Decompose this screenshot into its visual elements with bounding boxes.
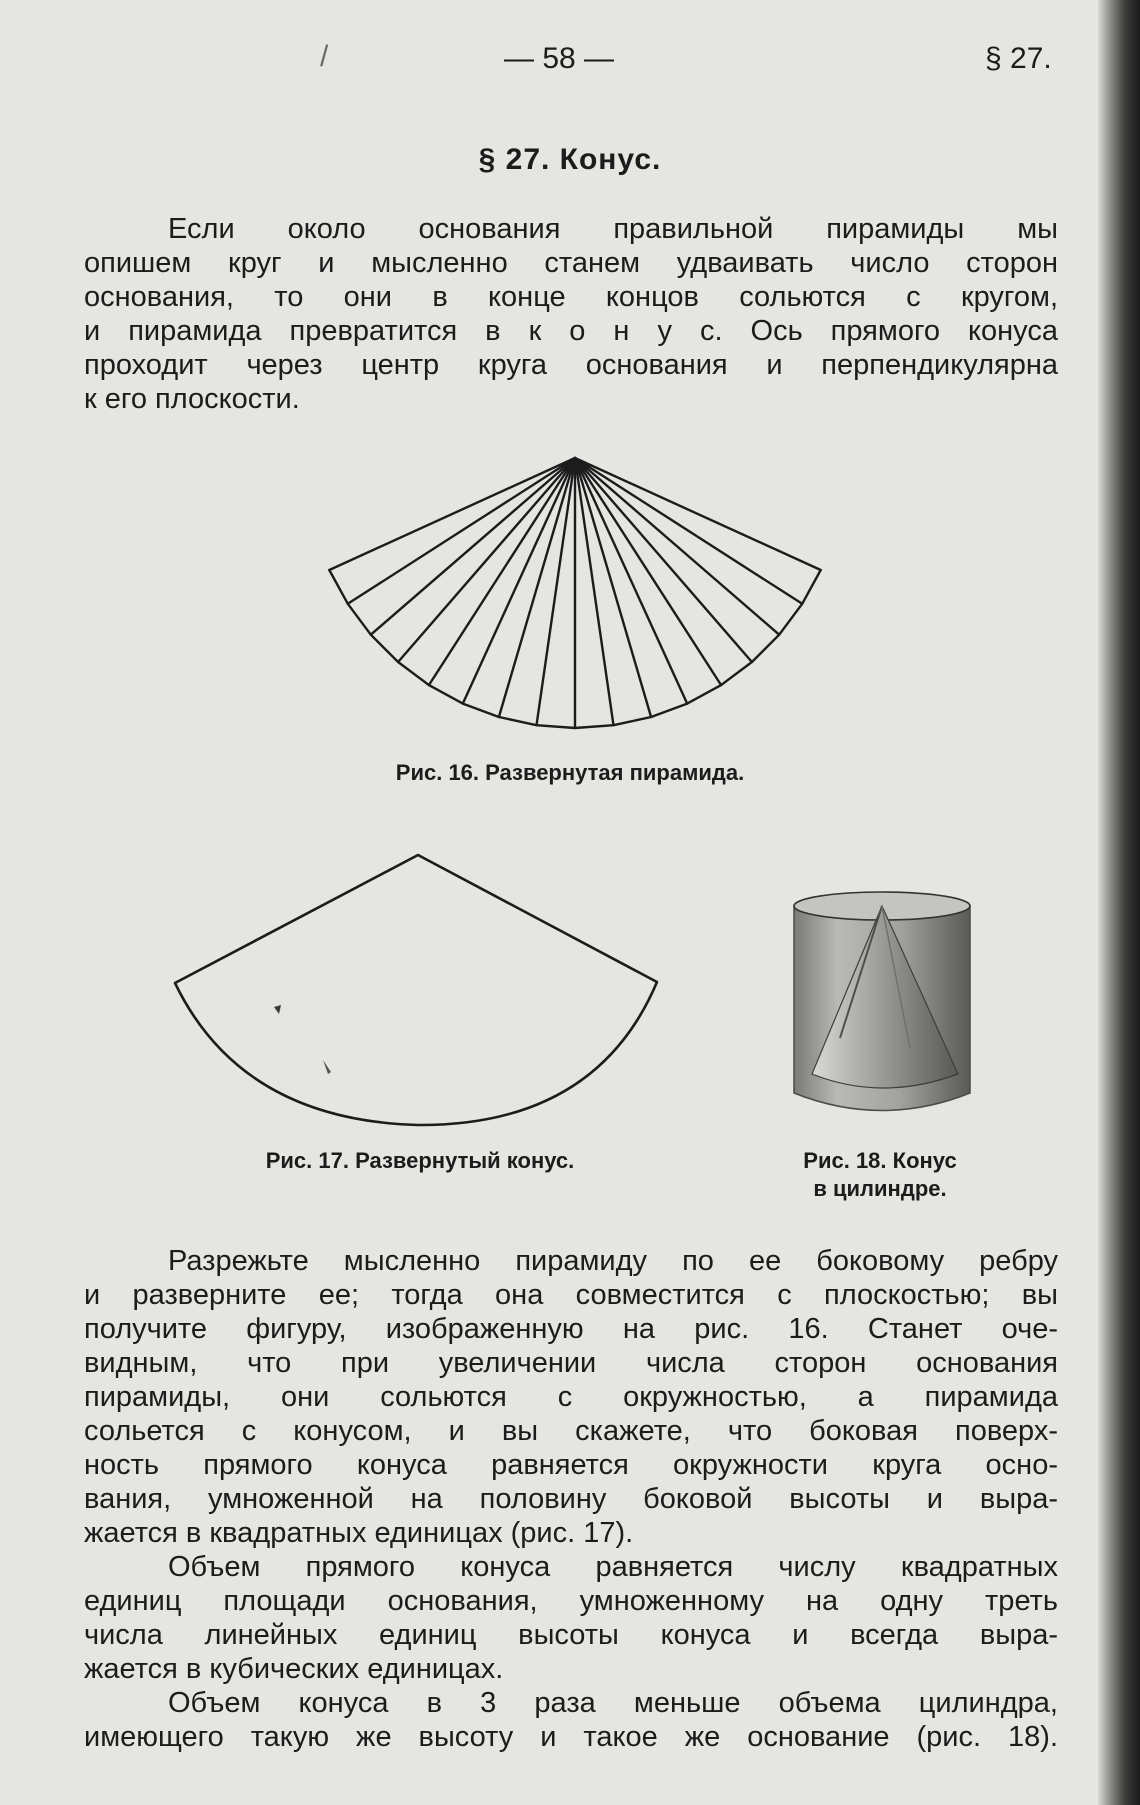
section-reference: § 27. xyxy=(985,42,1052,75)
text-line: Если около основания правильной пирамиды мы xyxy=(168,213,1058,245)
pyramid-edge xyxy=(398,458,575,662)
figure-unfolded-pyramid xyxy=(330,450,820,730)
text-line: получите фигуру, изображенную на рис. 16. Станет оче- xyxy=(84,1313,1058,1345)
paragraph-cylinder xyxy=(84,1686,1058,1754)
pyramid-edge xyxy=(575,458,779,635)
text-line: Разрежьте мысленно пирамиду по ее боковому ребру xyxy=(168,1245,1058,1277)
cone-sector-outline xyxy=(175,855,657,1125)
paragraph-intro xyxy=(84,212,1058,416)
pyramid-edge xyxy=(499,458,575,717)
text-line: основания, то они в конце концов сольются с кругом, xyxy=(84,281,1058,313)
figure-cone-in-cylinder xyxy=(790,888,975,1123)
text-line: ность прямого конуса равняется окружности круга осно- xyxy=(84,1449,1058,1481)
figure-unfolded-cone xyxy=(175,850,665,1135)
page-number: — 58 — xyxy=(504,42,615,75)
figure-16-caption: Рис. 16. Развернутая пирамида. xyxy=(395,760,745,785)
section-title: § 27. Конус. xyxy=(478,143,662,176)
text-line: опишем круг и мысленно станем удваивать число сторон xyxy=(84,247,1058,279)
paragraph-unfold xyxy=(84,1244,1058,1550)
text-line: сольется с конусом, и вы скажете, что боковая поверх- xyxy=(84,1415,1058,1447)
text-line: Объем конуса в 3 раза меньше объема цилиндра, xyxy=(168,1687,1058,1719)
header-mark: / xyxy=(320,40,329,73)
text-line: и разверните ее; тогда она совместится с плоскостью; вы xyxy=(84,1279,1058,1311)
paragraph-volume xyxy=(84,1550,1058,1686)
print-speck xyxy=(323,1060,331,1074)
text-line: видным, что при увеличении числа сторон основания xyxy=(84,1347,1058,1379)
figure-17-caption: Рис. 17. Развернутый конус. xyxy=(265,1148,575,1173)
text-line: жается в кубических единицах. xyxy=(84,1653,504,1685)
text-line: числа линейных единиц высоты конуса и всегда выра- xyxy=(84,1619,1058,1651)
pyramid-edge xyxy=(371,458,575,635)
book-binding-shadow xyxy=(1098,0,1140,1805)
figure-18-caption-line-2: в цилиндре. xyxy=(813,1176,947,1201)
pyramid-edge xyxy=(575,458,651,717)
print-speck xyxy=(274,1005,281,1014)
text-line: вания, умноженной на половину боковой высоты и выра- xyxy=(84,1483,1058,1515)
text-line: к его плоскости. xyxy=(84,383,300,415)
text-line: жается в квадратных единицах (рис. 17). xyxy=(84,1517,634,1549)
text-line: имеющего такую же высоту и такое же основание (рис. 18). xyxy=(84,1721,1058,1753)
text-line: и пирамида превратится в к о н у с. Ось прямого конуса xyxy=(84,315,1058,347)
figure-18-caption-line-1: Рис. 18. Конус xyxy=(803,1148,957,1173)
text-line: единиц площади основания, умноженному на одну треть xyxy=(84,1585,1058,1617)
pyramid-edge xyxy=(575,458,752,662)
text-line: проходит через центр круга основания и перпендикулярна xyxy=(84,349,1058,381)
text-line: Объем прямого конуса равняется числу квадратных xyxy=(168,1551,1058,1583)
text-line: пирамиды, они сольются с окружностью, а пирамида xyxy=(84,1381,1058,1413)
